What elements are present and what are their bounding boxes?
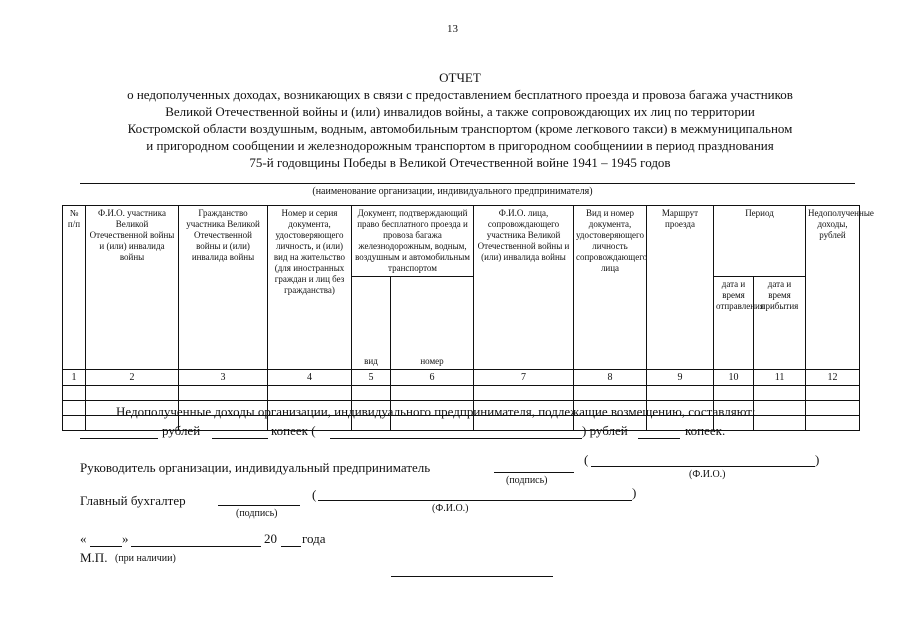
report-table xyxy=(62,205,874,431)
col-number: 2 xyxy=(86,370,179,386)
table-cell[interactable] xyxy=(268,386,352,401)
amount-in-words-field[interactable] xyxy=(330,438,582,439)
table-cell[interactable] xyxy=(352,386,391,401)
title-line-4: и пригородном сообщении и железнодорожным транспортом в пригородном сообщениии в период празднования xyxy=(146,138,774,153)
table-cell[interactable] xyxy=(647,386,714,401)
income-statement: Недополученные доходы организации, индивидуального предпринимателя, подлежащие возмещению, составляют: xyxy=(116,404,756,419)
col-number: 4 xyxy=(268,370,352,386)
head-fio-close-paren: ) xyxy=(815,452,820,467)
accountant-signature-field[interactable] xyxy=(218,505,300,506)
accountant-label: Главный бухгалтер xyxy=(80,493,186,508)
col-number: 7 xyxy=(474,370,574,386)
table-row xyxy=(63,386,860,401)
title-line-5: 75-й годовщины Победы в Великой Отечественной войне 1941 – 1945 годов xyxy=(249,155,671,170)
date-month-field[interactable] xyxy=(131,546,261,547)
header-travel-document: Документ, подтверждающий право бесплатного проезда и провоза багажа железнодорожным, водным, воздушным и автомобильным транспортом xyxy=(352,206,474,277)
report-title xyxy=(60,69,860,171)
header-lost-income: Недополученные доходы, рублей xyxy=(806,206,860,370)
header-arrival: дата и время прибытия xyxy=(754,277,806,370)
header-travel-doc-number: номер xyxy=(391,277,474,370)
header-period: Период xyxy=(714,206,806,277)
col-number: 8 xyxy=(574,370,647,386)
rubles-label-2: ) рублей xyxy=(582,423,628,438)
col-number: 10 xyxy=(714,370,754,386)
kopecks-label: копеек ( xyxy=(271,423,316,438)
header-escort-document: Вид и номер документа, удостоверяющего личность сопровождающего лица xyxy=(574,206,647,370)
table-cell[interactable] xyxy=(714,386,754,401)
rubles-label: рублей xyxy=(162,423,201,438)
accountant-fio-close-paren: ) xyxy=(632,485,637,500)
header-escort-fio: Ф.И.О. лица, сопровождающего участника Великой Отечественной войны и (или) инвалида войны xyxy=(474,206,574,370)
date-open-quote: « xyxy=(80,531,87,546)
stamp-note: (при наличии) xyxy=(115,553,176,564)
date-close-quote: » xyxy=(122,531,129,546)
date-year-prefix: 20 xyxy=(264,531,277,546)
head-signature-field[interactable] xyxy=(494,472,574,473)
accountant-fio-field[interactable] xyxy=(318,500,632,501)
accountant-fio-caption: (Ф.И.О.) xyxy=(432,503,469,514)
header-citizenship: Гражданство участника Великой Отечественной войны и (или) инвалида войны xyxy=(179,206,268,370)
header-fio: Ф.И.О. участника Великой Отечественной войны и (или) инвалида войны xyxy=(86,206,179,370)
org-name-caption: (наименование организации, индивидуального предпринимателя) xyxy=(312,186,593,197)
table-cell[interactable] xyxy=(63,416,86,431)
org-name-line xyxy=(80,183,855,184)
head-fio-field[interactable] xyxy=(591,466,815,467)
rubles-amount-field[interactable] xyxy=(80,438,158,439)
header-route: Маршрут проезда xyxy=(647,206,714,370)
title-line-2: Великой Отечественной войны и (или) инвалидов войны, а также сопровождающих их лиц по территории xyxy=(165,104,755,119)
col-number: 9 xyxy=(647,370,714,386)
col-number: 11 xyxy=(754,370,806,386)
table-cell[interactable] xyxy=(63,401,86,416)
report-heading: ОТЧЕТ xyxy=(439,70,481,85)
col-number: 12 xyxy=(806,370,860,386)
head-signature-caption: (подпись) xyxy=(506,475,548,486)
stamp-label: М.П. xyxy=(80,550,108,565)
table-cell[interactable] xyxy=(86,386,179,401)
header-num: № п/п xyxy=(63,206,86,370)
date-day-field[interactable] xyxy=(90,546,122,547)
date-year-field[interactable] xyxy=(281,546,301,547)
kopecks-label-2: копеек. xyxy=(685,423,726,438)
kopecks-amount-field-2[interactable] xyxy=(638,438,680,439)
head-fio-open-paren: ( xyxy=(584,452,589,467)
title-line-3: Костромской области воздушным, водным, автомобильным транспортом (кроме легкового такси) в межмуниципальном xyxy=(127,121,793,136)
table-cell[interactable] xyxy=(806,401,860,416)
page-number: 13 xyxy=(447,23,458,35)
table-cell[interactable] xyxy=(806,416,860,431)
table-cell[interactable] xyxy=(754,386,806,401)
head-fio-caption: (Ф.И.О.) xyxy=(689,469,726,480)
table-cell[interactable] xyxy=(574,386,647,401)
table-cell[interactable] xyxy=(179,386,268,401)
kopecks-amount-field[interactable] xyxy=(212,438,268,439)
header-travel-doc-type: вид xyxy=(352,277,391,370)
title-line-1: о недополученных доходах, возникающих в связи с предоставлением бесплатного проезда и провоза багажа участников xyxy=(127,87,793,102)
table-cell[interactable] xyxy=(474,386,574,401)
col-number: 1 xyxy=(63,370,86,386)
col-number: 6 xyxy=(391,370,474,386)
table-cell[interactable] xyxy=(391,386,474,401)
bottom-rule xyxy=(391,576,553,577)
column-number-row xyxy=(63,370,860,386)
header-departure: дата и время отправления xyxy=(714,277,754,370)
accountant-fio-open-paren: ( xyxy=(312,487,317,502)
date-year-suffix: года xyxy=(302,531,326,546)
table-cell[interactable] xyxy=(63,386,86,401)
head-label: Руководитель организации, индивидуальный предприниматель xyxy=(80,460,431,475)
table-cell[interactable] xyxy=(754,401,806,416)
col-number: 3 xyxy=(179,370,268,386)
header-id-document: Номер и серия документа, удостоверяющего личность, и (или) вид на жительство (для иностранных граждан и лиц без гражданства) xyxy=(268,206,352,370)
table-cell[interactable] xyxy=(754,416,806,431)
accountant-signature-caption: (подпись) xyxy=(236,508,278,519)
table-cell[interactable] xyxy=(806,386,860,401)
col-number: 5 xyxy=(352,370,391,386)
